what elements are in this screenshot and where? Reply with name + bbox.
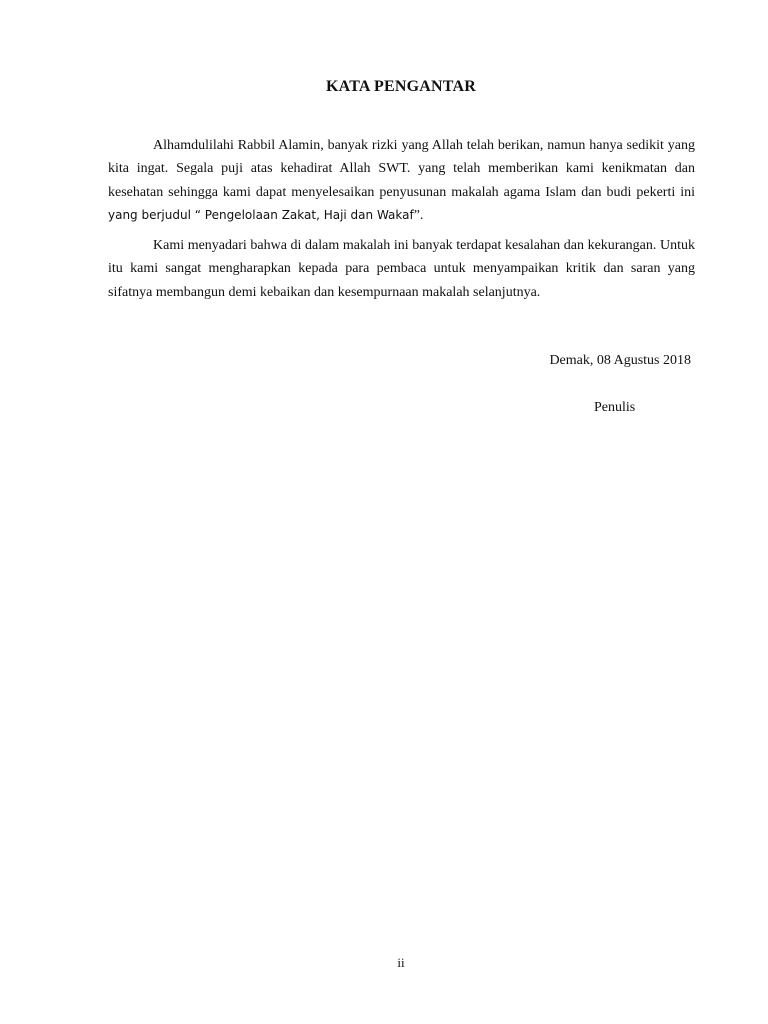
page-number: ii — [397, 955, 405, 970]
paragraph-1-ending: ”. — [413, 207, 424, 223]
paragraph-2 — [108, 234, 695, 304]
page-title: KATA PENGANTAR — [326, 78, 476, 95]
place-date: Demak, 08 Agustus 2018 — [549, 353, 691, 368]
paragraph-2-text: Kami menyadari bahwa di dalam makalah ini banyak terdapat kesalahan dan kekurangan. Untuk itu kami sangat mengharapkan kepada para pembaca untuk menyampaikan kritik dan saran yang sifatnya membangun demi kebaikan dan kesempurnaan makalah selanjutnya. — [108, 238, 695, 300]
paragraph-1-text: Alhamdulilahi Rabbil Alamin, banyak rizki yang Allah telah berikan, namun hanya sedikit yang kita ingat. Segala puji atas kehadirat Allah SWT. yang telah memberikan kami kenikmatan dan kesehatan sehingga kami dapat menyelesaikan penyusunan makalah agama Islam dan budi pekerti ini — [108, 138, 695, 200]
paragraph-1 — [108, 134, 695, 227]
document-body — [108, 134, 695, 311]
signer-name: Penulis — [594, 400, 636, 415]
paragraph-1-title-reference: yang berjudul “ Pengelolaan Zakat, Haji dan Wakaf — [108, 207, 414, 222]
